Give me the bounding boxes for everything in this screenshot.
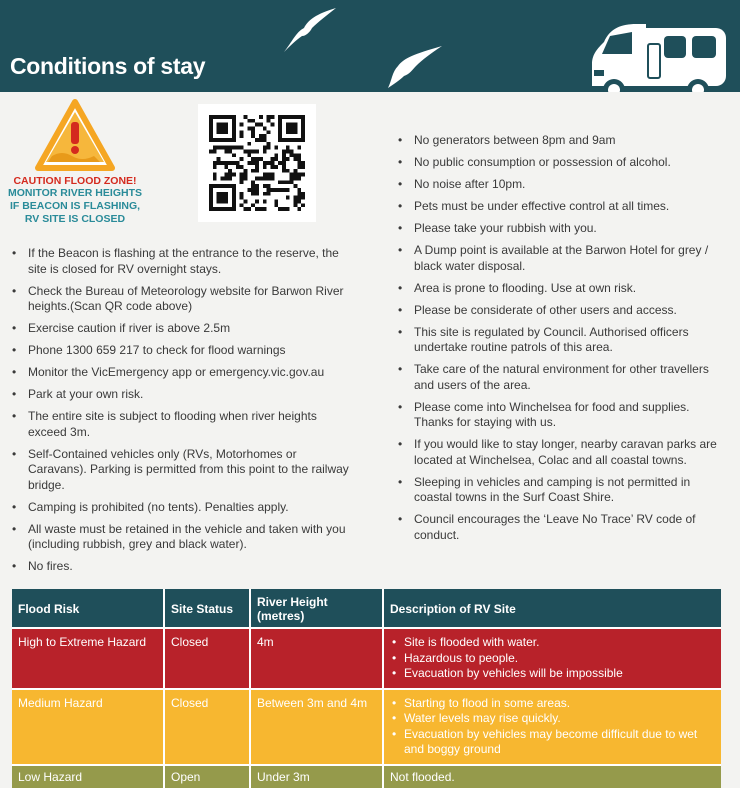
flood-risk-table — [12, 589, 721, 788]
table-header-row — [12, 589, 721, 628]
list-item: • No public consumption or possession of alcohol. — [396, 155, 726, 171]
description-cell: Not flooded. — [383, 765, 721, 788]
page-title: Conditions of stay — [10, 53, 206, 79]
site-status-cell: Closed — [164, 689, 250, 765]
river-height-cell: 4m — [250, 628, 383, 689]
list-item: • If you would like to stay longer, nearby caravan parks are located at Winchelsea, Colac and all coastal towns. — [396, 437, 726, 468]
list-item: • Area is prone to flooding. Use at own risk. — [396, 281, 726, 297]
warning-triangle-icon — [34, 98, 116, 172]
seagull-icon — [384, 42, 444, 90]
list-item: • No generators between 8pm and 9am — [396, 133, 726, 149]
list-item: • If the Beacon is flashing at the entrance to the reserve, the site is closed for RV overnight stays. — [10, 246, 350, 277]
flood-risk-cell: Low Hazard — [12, 765, 164, 788]
description-cell — [383, 628, 721, 689]
table-row-medium-hazard — [12, 689, 721, 765]
seagull-icon — [282, 6, 338, 54]
list-item: • Exercise caution if river is above 2.5m — [10, 321, 350, 337]
list-item: • Take care of the natural environment for other travellers and users of the area. — [396, 362, 726, 393]
left-conditions-list — [10, 246, 350, 581]
header-banner — [0, 0, 740, 92]
list-item: • The entire site is subject to flooding when river heights exceed 3m. — [10, 409, 350, 440]
column-header-description: Description of RV Site — [383, 589, 721, 628]
flood-warning-sign — [0, 98, 150, 226]
description-item: • Starting to flood in some areas. — [390, 696, 715, 712]
description-item: • Site is flooded with water. — [390, 635, 715, 651]
list-item: • All waste must be retained in the vehicle and taken with you (including rubbish, grey and black water). — [10, 522, 350, 553]
list-item: • No noise after 10pm. — [396, 177, 726, 193]
list-item: • Pets must be under effective control at all times. — [396, 199, 726, 215]
river-height-cell: Between 3m and 4m — [250, 689, 383, 765]
qr-code-icon — [209, 115, 305, 211]
river-height-cell: Under 3m — [250, 765, 383, 788]
list-item: • Camping is prohibited (no tents). Penalties apply. — [10, 500, 350, 516]
list-item: • Please take your rubbish with you. — [396, 221, 726, 237]
description-item: • Evacuation by vehicles may become difficult due to wet and boggy ground — [390, 727, 715, 758]
list-item: • Council encourages the ‘Leave No Trace’ RV code of conduct. — [396, 512, 726, 543]
table-row-low-hazard — [12, 765, 721, 788]
list-item: • Phone 1300 659 217 to check for flood warnings — [10, 343, 350, 359]
list-item: • Check the Bureau of Meteorology website for Barwon River heights.(Scan QR code above) — [10, 284, 350, 315]
warning-line-caution: CAUTION FLOOD ZONE! — [13, 175, 137, 187]
description-item: • Water levels may rise quickly. — [390, 711, 715, 727]
right-conditions-list — [396, 133, 726, 550]
column-header-site-status: Site Status — [164, 589, 250, 628]
description-cell — [383, 689, 721, 765]
list-item: • Please come into Winchelsea for food and supplies. Thanks for staying with us. — [396, 400, 726, 431]
site-status-cell: Closed — [164, 628, 250, 689]
column-header-flood-risk: Flood Risk — [12, 589, 164, 628]
warning-line-closed: RV SITE IS CLOSED — [24, 213, 126, 225]
list-item: • Monitor the VicEmergency app or emergency.vic.gov.au — [10, 365, 350, 381]
list-item: • Sleeping in vehicles and camping is not permitted in coastal towns in the Surf Coast Shire. — [396, 475, 726, 506]
campervan-icon — [580, 14, 730, 92]
warning-line-beacon: IF BEACON IS FLASHING, — [9, 200, 141, 212]
site-status-cell: Open — [164, 765, 250, 788]
description-item: • Evacuation by vehicles will be impossible — [390, 666, 715, 682]
list-item: • Please be considerate of other users and access. — [396, 303, 726, 319]
list-item: • No fires. — [10, 559, 350, 575]
qr-code[interactable] — [198, 104, 316, 222]
description-item: • Hazardous to people. — [390, 651, 715, 667]
flood-risk-cell: Medium Hazard — [12, 689, 164, 765]
list-item: • Self-Contained vehicles only (RVs, Motorhomes or Caravans). Parking is permitted from this point to the railway bridge. — [10, 447, 350, 494]
list-item: • A Dump point is available at the Barwon Hotel for grey / black water disposal. — [396, 243, 726, 274]
table-row-high-hazard — [12, 628, 721, 689]
warning-line-monitor: MONITOR RIVER HEIGHTS — [8, 187, 142, 199]
flood-risk-cell: High to Extreme Hazard — [12, 628, 164, 689]
column-header-river-height: River Height (metres) — [250, 589, 383, 628]
list-item: • Park at your own risk. — [10, 387, 350, 403]
list-item: • This site is regulated by Council. Authorised officers undertake routine patrols of this area. — [396, 325, 726, 356]
